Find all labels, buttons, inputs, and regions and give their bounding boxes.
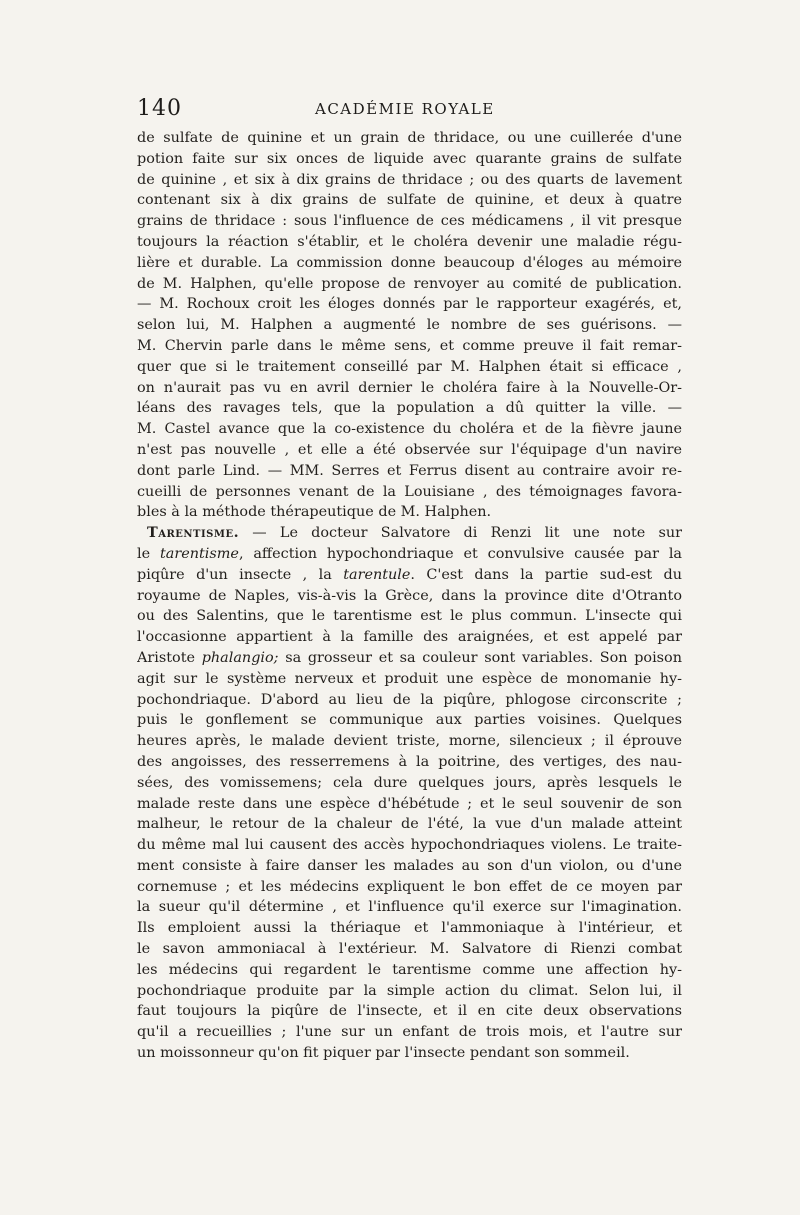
text-line bbox=[137, 835, 682, 856]
text-segment: lière et durable. La commission donne beaucoup d'éloges au mémoire bbox=[137, 254, 682, 271]
text-segment: cornemuse ; et les médecins expliquent le bon effet de ce moyen par bbox=[137, 878, 682, 895]
text-line bbox=[137, 336, 682, 357]
text-line bbox=[137, 128, 682, 149]
text-line bbox=[137, 752, 682, 773]
text-segment: le bbox=[137, 545, 160, 562]
text-line bbox=[137, 981, 682, 1002]
text-segment: le savon ammoniacal à l'extérieur. M. Salvatore di Rienzi combat bbox=[137, 941, 682, 958]
text-line bbox=[137, 939, 682, 960]
text-line bbox=[137, 502, 682, 523]
text-line bbox=[137, 482, 682, 503]
text-line bbox=[137, 149, 682, 170]
text-line bbox=[137, 1001, 682, 1022]
text-segment: ou des Salentins, que le tarentisme est le plus commun. L'insecte qui bbox=[137, 608, 682, 625]
body-text bbox=[137, 128, 682, 1064]
text-segment: des angoisses, des resserremens à la poitrine, des vertiges, des nau- bbox=[137, 753, 682, 770]
text-segment: sées, des vomissemens; cela dure quelques jours, après lesquels le bbox=[137, 774, 682, 791]
text-line bbox=[137, 1043, 682, 1064]
text-line bbox=[137, 378, 682, 399]
text-segment: . C'est dans la partie sud-est du bbox=[410, 566, 682, 583]
text-segment: heures après, le malade devient triste, morne, silencieux ; il éprouve bbox=[137, 733, 682, 750]
text-segment: qu'il a recueillies ; l'une sur un enfant de trois mois, et l'autre sur bbox=[137, 1024, 682, 1041]
text-line bbox=[137, 1022, 682, 1043]
text-line bbox=[137, 357, 682, 378]
text-line bbox=[137, 565, 682, 586]
text-segment: cueilli de personnes venant de la Louisiane , des témoignages favora- bbox=[137, 483, 682, 500]
text-segment: bles à la méthode thérapeutique de M. Halphen. bbox=[137, 504, 492, 521]
text-line bbox=[137, 606, 682, 627]
text-segment: la sueur qu'il détermine , et l'influence qu'il exerce sur l'imagination. bbox=[137, 899, 682, 916]
section-heading: Tarentisme. bbox=[147, 524, 240, 542]
text-line bbox=[137, 690, 682, 711]
text-line bbox=[137, 669, 682, 690]
text-segment: l'occasionne appartient à la famille des araignées, et est appelé par bbox=[137, 629, 682, 646]
text-line bbox=[137, 773, 682, 794]
text-line bbox=[137, 918, 682, 939]
text-segment: M. Castel avance que la co-existence du choléra et de la fièvre jaune bbox=[137, 421, 682, 438]
text-segment: on n'aurait pas vu en avril dernier le choléra faire à la Nouvelle-Or- bbox=[137, 379, 682, 396]
text-line bbox=[137, 794, 682, 815]
text-segment: n'est pas nouvelle , et elle a été observée sur l'équipage d'un navire bbox=[137, 441, 682, 458]
italic-term: phalangio; bbox=[201, 649, 279, 666]
text-segment: contenant six à dix grains de sulfate de quinine, et deux à quatre bbox=[137, 192, 682, 209]
text-segment: du même mal lui causent des accès hypochondriaques violens. Le traite- bbox=[137, 837, 682, 854]
text-segment: un moissonneur qu'on fit piquer par l'insecte pendant son sommeil. bbox=[137, 1045, 630, 1062]
text-segment: — Le docteur Salvatore di Renzi lit une note sur bbox=[239, 525, 682, 542]
text-segment: pochondriaque. D'abord au lieu de la piqûre, phlogose circonscrite ; bbox=[137, 691, 682, 708]
text-segment: dont parle Lind. — MM. Serres et Ferrus disent au contraire avoir re- bbox=[137, 462, 682, 479]
text-line bbox=[137, 461, 682, 482]
text-line bbox=[137, 253, 682, 274]
text-line bbox=[137, 170, 682, 191]
text-segment: — M. Rochoux croit les éloges donnés par le rapporteur exagérés, et, bbox=[137, 296, 682, 313]
text-segment: malade reste dans une espèce d'hébétude ; et le seul souvenir de son bbox=[137, 795, 682, 812]
text-line bbox=[137, 544, 682, 565]
text-segment: Aristote bbox=[137, 649, 202, 666]
text-line bbox=[137, 960, 682, 981]
text-line bbox=[137, 315, 682, 336]
text-line bbox=[137, 294, 682, 315]
text-line bbox=[137, 190, 682, 211]
text-segment: pochondriaque produite par la simple action du climat. Selon lui, il bbox=[137, 982, 682, 999]
text-line bbox=[137, 232, 682, 253]
text-line bbox=[137, 648, 682, 669]
text-segment: selon lui, M. Halphen a augmenté le nombre de ses guérisons. — bbox=[137, 317, 682, 334]
text-segment: piqûre d'un insecte , la bbox=[137, 566, 344, 583]
text-segment: , affection hypochondriaque et convulsive causée par la bbox=[238, 545, 682, 562]
text-line bbox=[137, 523, 682, 544]
text-segment: de quinine , et six à dix grains de thridace ; ou des quarts de lavement bbox=[137, 171, 682, 188]
text-segment: léans des ravages tels, que la population a dû quitter la ville. — bbox=[137, 400, 682, 417]
text-line bbox=[137, 877, 682, 898]
text-line bbox=[137, 710, 682, 731]
text-line bbox=[137, 440, 682, 461]
text-segment: de M. Halphen, qu'elle propose de renvoyer au comité de publication. bbox=[137, 275, 682, 292]
text-segment: Ils emploient aussi la thériaque et l'ammoniaque à l'intérieur, et bbox=[137, 920, 682, 937]
text-segment: potion faite sur six onces de liquide avec quarante grains de sulfate bbox=[137, 150, 682, 167]
text-segment: quer que si le traitement conseillé par M. Halphen était si efficace , bbox=[137, 358, 682, 375]
text-line bbox=[137, 274, 682, 295]
text-line bbox=[137, 856, 682, 877]
text-line bbox=[137, 398, 682, 419]
italic-term: tarentule bbox=[343, 566, 411, 583]
page-number: 140 bbox=[137, 96, 182, 121]
italic-term: tarentisme bbox=[159, 545, 239, 562]
text-segment: royaume de Naples, vis-à-vis la Grèce, dans la province dite d'Otranto bbox=[137, 587, 682, 604]
text-line bbox=[137, 731, 682, 752]
running-head: ACADÉMIE ROYALE bbox=[315, 100, 495, 118]
text-line bbox=[137, 419, 682, 440]
text-segment: agit sur le système nerveux et produit une espèce de monomanie hy- bbox=[137, 670, 682, 687]
text-line bbox=[137, 586, 682, 607]
page-header bbox=[137, 96, 682, 124]
text-segment: toujours la réaction s'établir, et le choléra devenir une maladie régu- bbox=[137, 233, 682, 250]
text-line bbox=[137, 897, 682, 918]
text-line bbox=[137, 814, 682, 835]
text-segment: faut toujours la piqûre de l'insecte, et il en cite deux observations bbox=[137, 1003, 682, 1020]
text-line bbox=[137, 627, 682, 648]
text-segment: grains de thridace : sous l'influence de ces médicamens , il vit presque bbox=[137, 213, 682, 230]
text-segment: de sulfate de quinine et un grain de thridace, ou une cuillerée d'une bbox=[137, 130, 682, 146]
text-segment: sa grosseur et sa couleur sont variables. Son poison bbox=[278, 649, 682, 666]
text-segment: les médecins qui regardent le tarentisme comme une affection hy- bbox=[137, 961, 682, 978]
text-segment: puis le gonflement se communique aux parties voisines. Quelques bbox=[137, 712, 682, 729]
text-line bbox=[137, 211, 682, 232]
text-segment: malheur, le retour de la chaleur de l'été, la vue d'un malade atteint bbox=[137, 816, 682, 833]
text-segment: M. Chervin parle dans le même sens, et comme preuve il fait remar- bbox=[137, 337, 682, 354]
text-segment: ment consiste à faire danser les malades au son d'un violon, ou d'une bbox=[137, 857, 682, 874]
